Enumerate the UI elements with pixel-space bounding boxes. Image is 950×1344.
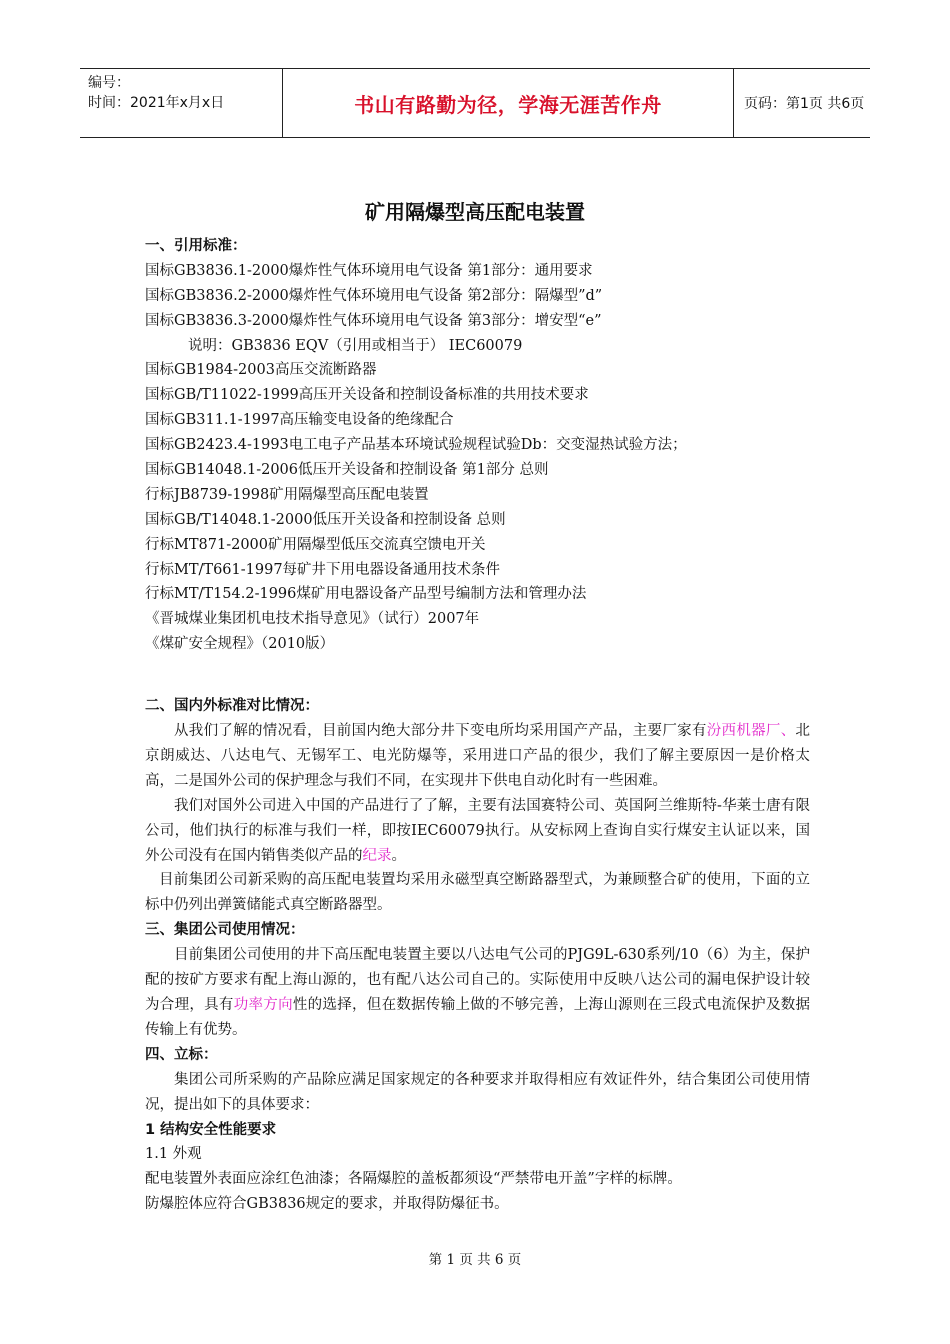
- standard-line: 行标MT/T154.2-1996煤矿用电器设备产品型号编制方法和管理办法: [145, 586, 587, 603]
- paragraph: 集团公司所采购的产品除应满足国家规定的各种要求并取得相应有效证件外，结合集团公司使用情况，提出如下的具体要求：: [145, 1071, 810, 1113]
- paragraph-text: 从我们了解的情况看，目前国内绝大部分井下变电所均采用国产产品，主要厂家有: [174, 723, 707, 740]
- standard-line: 国标GB3836.3-2000爆炸性气体环境用电气设备 第3部分：增安型“e”: [145, 312, 602, 329]
- paragraph-text: 目前集团公司使用的井下高压配电装置主要以八达电气公司的PJG9L-630系列/10（6）为主，保护配的按矿方要求有配上海山源的，也有配八达公司自己的。实际使用中反映八达公司的漏电保护设计较为合理，具有: [145, 947, 810, 1013]
- standard-line: 国标GB3836.2-2000爆炸性气体环境用电气设备 第2部分：隔爆型”d”: [145, 287, 603, 304]
- hyperlink[interactable]: 汾西机器厂、: [706, 723, 796, 740]
- paragraph-text: 我们对国外公司进入中国的产品进行了了解，主要有法国赛特公司、英国阿兰维斯特-华莱士唐有限公司，他们执行的标准与我们一样，即按IEC60079执行。从安标网上查询自实行煤安主认证以来，国外公司没有在国内销售类似产品的: [145, 797, 810, 864]
- standard-line: 国标GB/T14048.1-2000低压开关设备和控制设备 总则: [145, 511, 506, 528]
- header-motto: 书山有路勤为径，学海无涯苦作舟: [354, 92, 662, 117]
- paragraph-text: 。: [391, 847, 406, 864]
- standard-line: 国标GB3836.1-2000爆炸性气体环境用电气设备 第1部分：通用要求: [145, 262, 593, 279]
- paragraph-text: 北京朗威达、八达电气、无锡军工、电光防爆等，采用进口产品的很少，我们了解主要原因一是价格太高，二是国外公司的保护理念与我们不同，在实现井下供电自动化时有一些困难。: [145, 723, 811, 789]
- standard-line: 《晋城煤业集团机电技术指导意见》（试行）2007年: [145, 611, 480, 628]
- hyperlink[interactable]: 功率方向: [233, 996, 293, 1013]
- section-heading-comparison: 二、国内外标准对比情况：: [145, 698, 319, 715]
- document-number-label: 编号：: [88, 75, 130, 91]
- paragraph: [145, 943, 810, 1043]
- standard-line: 国标GB14048.1-2006低压开关设备和控制设备 第1部分 总则: [145, 462, 549, 479]
- spacer: [145, 657, 810, 694]
- section-heading-usage: 三、集团公司使用情况：: [145, 922, 305, 939]
- standard-line: 行标MT/T661-1997每矿井下用电器设备通用技术条件: [145, 561, 501, 578]
- document-date: 时间：2021年x月x日: [88, 95, 225, 111]
- section-heading-references: 一、引用标准：: [145, 238, 247, 254]
- paragraph-text: 性的选择，但在数据传输上做的不够完善，上海山源则在三段式电流保护及数据传输上有优势。: [145, 996, 811, 1038]
- standard-line: 国标GB311.1-1997高压输变电设备的绝缘配合: [145, 412, 454, 429]
- paragraph: 目前集团公司新采购的高压配电装置均采用永磁型真空断路器型式，为兼顾整合矿的使用，下面的立标中仍列出弹簧储能式真空断路器型。: [145, 872, 810, 914]
- standard-line: 国标GB1984-2003高压交流断路器: [145, 362, 377, 379]
- section-heading-standard: 四、立标：: [145, 1046, 218, 1063]
- standard-note: 说明：GB3836 EQV（引用或相当于） IEC60079: [188, 337, 523, 354]
- header-page-info: 页码：第1页 共6页: [744, 96, 865, 112]
- requirement-line: 防爆腔体应符合GB3836规定的要求，并取得防爆征书。: [145, 1196, 509, 1213]
- page-header: [80, 68, 870, 138]
- document-title: 矿用隔爆型高压配电装置: [365, 200, 585, 224]
- standard-line: 行标MT871-2000矿用隔爆型低压交流真空馈电开关: [145, 536, 486, 553]
- header-meta: [80, 69, 282, 137]
- page-footer: 第 1 页 共 6 页: [428, 1252, 522, 1268]
- standard-line: 行标JB8739-1998矿用隔爆型高压配电装置: [145, 486, 429, 503]
- standard-line: 《煤矿安全规程》（2010版）: [145, 636, 335, 653]
- hyperlink[interactable]: 纪录: [362, 847, 392, 864]
- paragraph: [145, 719, 810, 794]
- subsection-heading: 1 结构安全性能要求: [145, 1121, 277, 1138]
- document-body: [145, 234, 810, 1217]
- header-motto-cell: [282, 69, 734, 137]
- standard-line: 国标GB2423.4-1993电工电子产品基本环境试验规程试验Db：交变湿热试验方法；: [145, 437, 687, 454]
- requirement-line: 配电装置外表面应涂红色油漆；各隔爆腔的盖板都须设“严禁带电开盖”字样的标牌。: [145, 1171, 682, 1188]
- subsection-item: 1.1 外观: [145, 1146, 202, 1163]
- standard-line: 国标GB/T11022-1999高压开关设备和控制设备标准的共用技术要求: [145, 387, 589, 404]
- paragraph: [145, 794, 810, 869]
